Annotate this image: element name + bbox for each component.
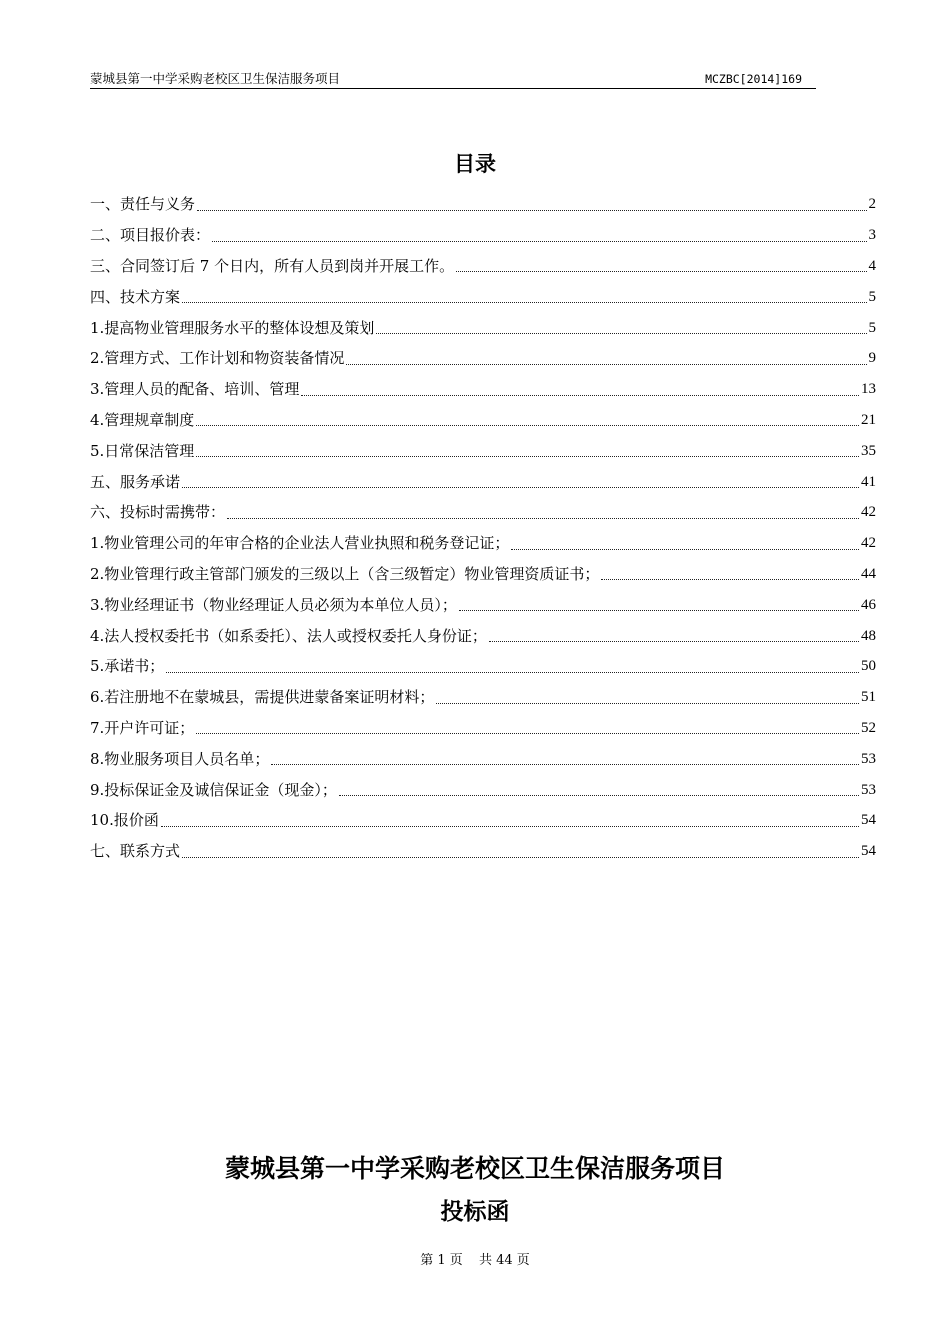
toc-entry[interactable]	[90, 682, 876, 713]
toc-entry-page-number: 50	[861, 658, 876, 675]
toc-entry-page-number: 5	[868, 288, 876, 305]
toc-entry-page-number: 42	[861, 535, 876, 552]
toc-dot-leader	[227, 518, 859, 519]
toc-entry[interactable]	[90, 466, 876, 497]
toc-entry-page-number: 35	[861, 442, 876, 459]
document-title: 蒙城县第一中学采购老校区卫生保洁服务项目	[224, 1154, 725, 1183]
toc-entry-label: 一、责任与义务	[90, 195, 196, 214]
toc-entry-label: 6.若注册地不在蒙城县，需提供进蒙备案证明材料；	[90, 688, 435, 707]
toc-entry-label: 3.物业经理证书（物业经理证人员必须为本单位人员）；	[90, 595, 457, 614]
toc-dot-leader	[161, 826, 859, 827]
toc-entry-page-number: 41	[861, 473, 876, 490]
toc-entry-label: 3.管理人员的配备、培训、管理	[90, 380, 300, 399]
document-subtitle: 投标函	[440, 1198, 510, 1225]
header-document-code: MCZBC[2014]169	[705, 72, 802, 86]
toc-dot-leader	[182, 857, 859, 858]
toc-entry[interactable]	[90, 836, 876, 867]
toc-dot-leader	[456, 271, 866, 272]
toc-entry-page-number: 9	[868, 350, 876, 367]
toc-entry-page-number: 48	[861, 627, 876, 644]
toc-entry-label: 1.物业管理公司的年审合格的企业法人营业执照和税务登记证；	[90, 534, 510, 553]
toc-entry-label: 七、联系方式	[90, 842, 181, 861]
toc-entry[interactable]	[90, 281, 876, 312]
toc-dot-leader	[346, 364, 866, 365]
toc-dot-leader	[271, 764, 859, 765]
toc-entry-page-number: 53	[861, 781, 876, 798]
toc-entry[interactable]	[90, 312, 876, 343]
toc-dot-leader	[489, 641, 859, 642]
toc-entry-label: 五、服务承诺	[90, 472, 181, 491]
toc-dot-leader	[511, 549, 859, 550]
toc-dot-leader	[459, 610, 859, 611]
toc-entry-label: 六、投标时需携带：	[90, 503, 226, 522]
toc-entry-page-number: 54	[861, 843, 876, 860]
toc-entry[interactable]	[90, 774, 876, 805]
toc-dot-leader	[166, 672, 859, 673]
toc-entry-page-number: 42	[861, 504, 876, 521]
toc-entry-page-number: 3	[868, 227, 876, 244]
toc-entry-page-number: 13	[861, 381, 876, 398]
toc-dot-leader	[197, 210, 866, 211]
page-header	[90, 70, 816, 89]
toc-entry-label: 5.日常保洁管理	[90, 441, 195, 460]
toc-dot-leader	[196, 456, 859, 457]
toc-entry-page-number: 5	[868, 319, 876, 336]
page-footer	[0, 1252, 950, 1270]
toc-entry-label: 二、项目报价表：	[90, 226, 211, 245]
toc-entry-label: 4.管理规章制度	[90, 410, 195, 429]
toc-entry-label: 2.物业管理行政主管部门颁发的三级以上（含三级暂定）物业管理资质证书；	[90, 564, 600, 583]
toc-entry[interactable]	[90, 528, 876, 559]
toc-entry-page-number: 52	[861, 719, 876, 736]
toc-dot-leader	[301, 395, 859, 396]
toc-entry-page-number: 53	[861, 750, 876, 767]
toc-entry[interactable]	[90, 251, 876, 282]
toc-entry-page-number: 46	[861, 596, 876, 613]
toc-entry-label: 2.管理方式、工作计划和物资装备情况	[90, 349, 345, 368]
toc-entry-label: 4.法人授权委托书（如系委托）、法人或授权委托人身份证；	[90, 626, 487, 645]
toc-entry[interactable]	[90, 713, 876, 744]
toc-entry-label: 10.报价函	[90, 811, 159, 830]
toc-entry-page-number: 51	[861, 689, 876, 706]
toc-entry-page-number: 44	[861, 565, 876, 582]
toc-entry[interactable]	[90, 374, 876, 405]
toc-entry[interactable]	[90, 589, 876, 620]
header-title: 蒙城县第一中学采购老校区卫生保洁服务项目	[90, 71, 341, 86]
toc-entry-label: 7.开户许可证；	[90, 718, 195, 737]
toc-heading: 目录	[454, 151, 496, 176]
toc-entry[interactable]	[90, 743, 876, 774]
toc-entry[interactable]	[90, 497, 876, 528]
toc-dot-leader	[212, 241, 866, 242]
footer-page-total: 共 44 页	[478, 1253, 530, 1268]
toc-dot-leader	[339, 795, 859, 796]
toc-entry[interactable]	[90, 651, 876, 682]
toc-entry[interactable]	[90, 220, 876, 251]
toc-entry-label: 8.物业服务项目人员名单；	[90, 749, 270, 768]
toc-entry-label: 四、技术方案	[90, 287, 181, 306]
toc-entry[interactable]	[90, 189, 876, 220]
toc-entry-label: 5.承诺书；	[90, 657, 165, 676]
toc-dot-leader	[182, 487, 859, 488]
toc-entry[interactable]	[90, 805, 876, 836]
toc-dot-leader	[196, 733, 859, 734]
toc-entry-label: 1.提高物业管理服务水平的整体设想及策划	[90, 318, 375, 337]
toc-dot-leader	[196, 425, 859, 426]
toc-entry[interactable]	[90, 343, 876, 374]
toc-dot-leader	[376, 333, 866, 334]
table-of-contents	[90, 189, 876, 867]
toc-entry-page-number: 21	[861, 411, 876, 428]
footer-page-current: 第 1 页	[420, 1253, 463, 1268]
toc-entry-label: 9.投标保证金及诚信保证金（现金）；	[90, 780, 337, 799]
toc-entry[interactable]	[90, 559, 876, 590]
toc-entry[interactable]	[90, 620, 876, 651]
toc-dot-leader	[436, 703, 859, 704]
toc-entry-label: 三、合同签订后 7 个日内，所有人员到岗并开展工作。	[90, 256, 455, 275]
toc-entry-page-number: 2	[868, 196, 876, 213]
toc-entry[interactable]	[90, 405, 876, 436]
toc-entry-page-number: 4	[868, 257, 876, 274]
toc-entry-page-number: 54	[861, 812, 876, 829]
toc-dot-leader	[182, 302, 866, 303]
toc-dot-leader	[601, 579, 859, 580]
toc-entry[interactable]	[90, 435, 876, 466]
